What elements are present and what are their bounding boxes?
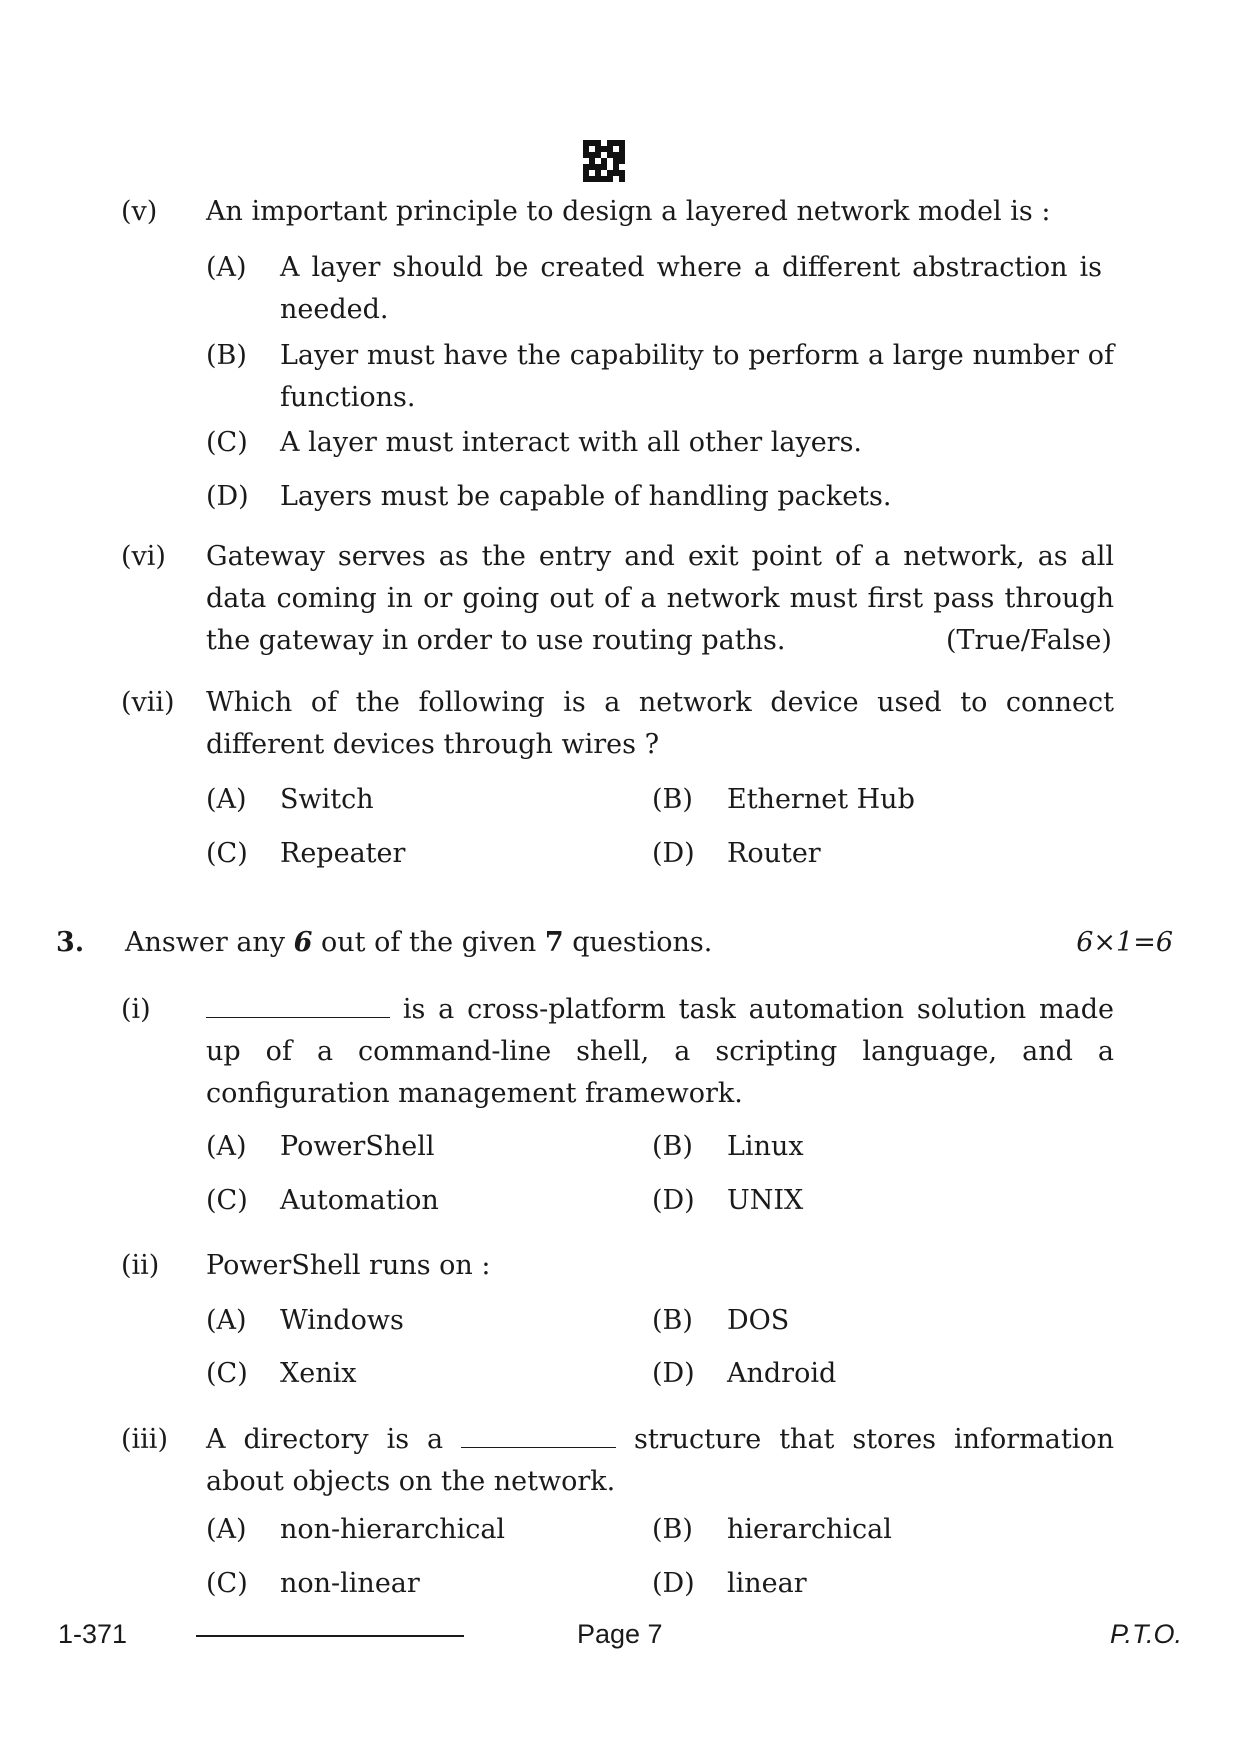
option-label: (A) <box>206 1305 247 1336</box>
option-label: (D) <box>206 481 249 512</box>
question-number: (vi) <box>121 541 166 572</box>
option-text: Ethernet Hub <box>727 784 915 815</box>
question-stem: PowerShell runs on : <box>206 1250 491 1281</box>
question-stem: A directory is a structure that stores information about objects on the network. <box>206 1419 1114 1503</box>
option-label: (A) <box>206 784 247 815</box>
question-number: (v) <box>121 196 158 227</box>
question-number: 3. <box>56 927 85 958</box>
question-number: (i) <box>121 994 151 1025</box>
fill-in-blank <box>206 991 390 1018</box>
option-text: Android <box>727 1358 837 1389</box>
option-text: Switch <box>280 784 374 815</box>
footer-divider <box>196 1635 464 1637</box>
option-label: (B) <box>206 340 247 371</box>
option-label: (A) <box>206 252 247 283</box>
page-number: Page 7 <box>577 1619 663 1649</box>
option-label: (D) <box>652 838 695 869</box>
option-text: Repeater <box>280 838 406 869</box>
option-text: UNIX <box>727 1185 804 1216</box>
option-text: hierarchical <box>727 1514 892 1545</box>
question-stem: An important principle to design a layered network model is : <box>206 196 1051 227</box>
question-number: (ii) <box>121 1250 160 1281</box>
option-text: linear <box>727 1568 807 1599</box>
option-label: (C) <box>206 1185 248 1216</box>
option-text: DOS <box>727 1305 790 1336</box>
option-text: Windows <box>280 1305 404 1336</box>
question-marks: 6×1=6 <box>1076 927 1173 958</box>
question-stem: is a cross-platform task automation solution made up of a command-line shell, a scripting language, and a configuration management framework. <box>206 989 1114 1115</box>
option-text: A layer should be created where a different abstraction is needed. <box>280 252 1102 325</box>
option-text: non-hierarchical <box>280 1514 506 1545</box>
fill-in-blank <box>461 1421 616 1448</box>
option-text: non-linear <box>280 1568 420 1599</box>
option-text: A layer must interact with all other layers. <box>280 427 863 458</box>
option-text: Xenix <box>280 1358 357 1389</box>
option-label: (B) <box>652 1514 693 1545</box>
option-text: Automation <box>280 1185 439 1216</box>
option-label: (B) <box>652 784 693 815</box>
qr-code-icon <box>583 140 625 182</box>
question-number: (iii) <box>121 1424 168 1455</box>
option-label: (C) <box>206 1358 248 1389</box>
question-number: (vii) <box>121 687 175 718</box>
option-label: (A) <box>206 1131 247 1162</box>
option-label: (D) <box>652 1568 695 1599</box>
question-instruction: Answer any 6 out of the given 7 questions. <box>125 927 713 958</box>
option-text: PowerShell <box>280 1131 435 1162</box>
option-label: (D) <box>652 1185 695 1216</box>
option-label: (A) <box>206 1514 247 1545</box>
option-label: (B) <box>652 1305 693 1336</box>
question-stem: Gateway serves as the entry and exit point of a network, as all data coming in or going out of a network must first pass through the gateway in order to use routing paths. <box>206 541 1114 656</box>
option-label: (C) <box>206 838 248 869</box>
true-false-tag: (True/False) <box>946 625 1112 656</box>
paper-code: 1-371 <box>58 1619 128 1649</box>
option-text: Layer must have the capability to perform a large number of functions. <box>280 340 1114 413</box>
option-label: (C) <box>206 427 248 458</box>
question-stem: Which of the following is a network device used to connect different devices through wires ? <box>206 687 1114 760</box>
pto-marker: P.T.O. <box>1109 1619 1182 1649</box>
option-text: Router <box>727 838 821 869</box>
option-label: (D) <box>652 1358 695 1389</box>
option-text: Layers must be capable of handling packets. <box>280 481 892 512</box>
option-label: (B) <box>652 1131 693 1162</box>
option-label: (C) <box>206 1568 248 1599</box>
option-text: Linux <box>727 1131 804 1162</box>
